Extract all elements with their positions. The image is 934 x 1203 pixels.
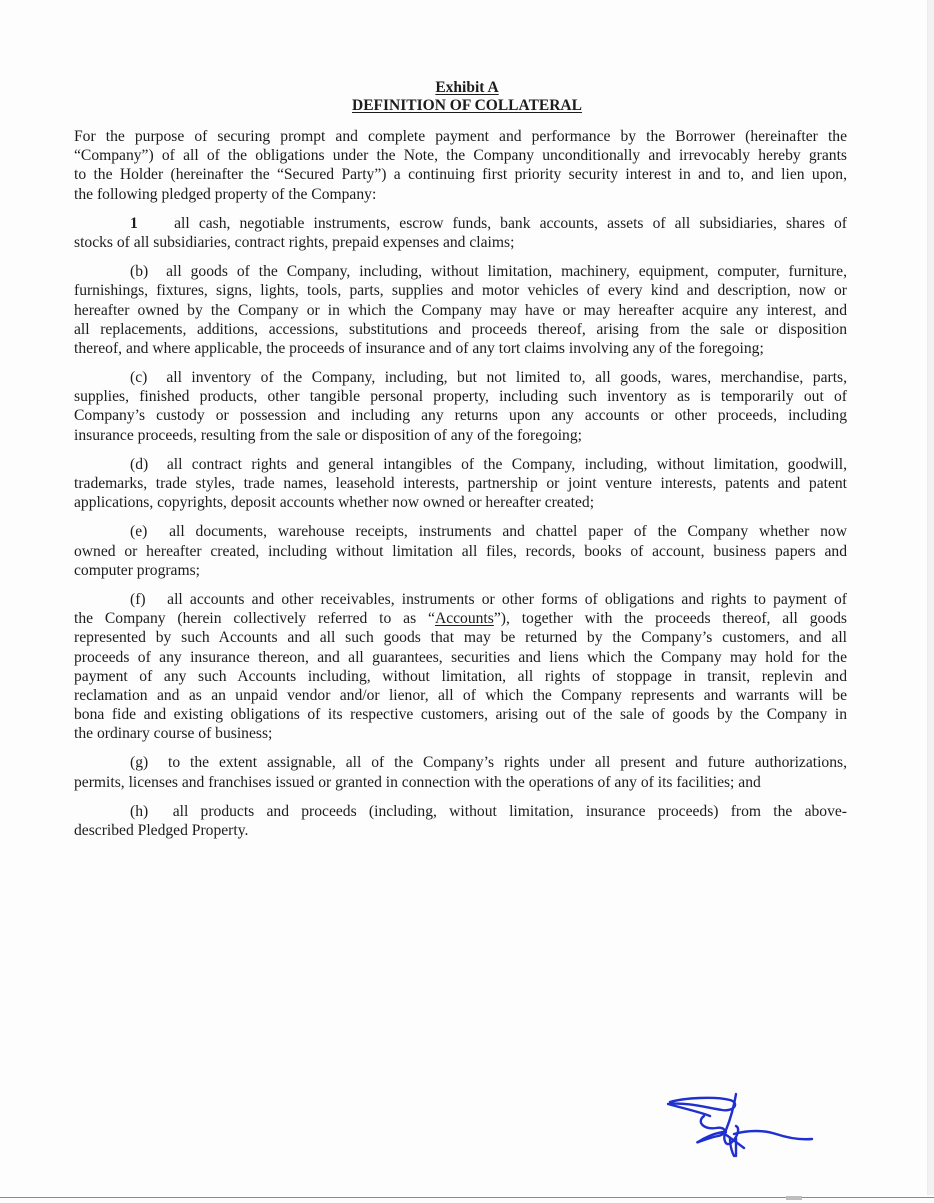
item-text: all documents, warehouse receipts, instruments and chattel paper of the Company whether now xyxy=(169,523,847,541)
item-line: stocks of all subsidiaries, contract rights, prepaid expenses and claims; xyxy=(74,233,515,251)
item-line xyxy=(74,455,847,474)
item-line xyxy=(74,753,847,772)
item-marker: (e) xyxy=(130,523,148,541)
item-text: all accounts and other receivables, instruments or other forms of obligations and rights to payment of xyxy=(167,590,847,608)
item-marker: (b) xyxy=(130,263,149,281)
item-line: described Pledged Property. xyxy=(74,822,249,839)
item-line: owned or hereafter created, including without limitation all files, records, books of account, business papers and xyxy=(74,542,847,560)
signature-stroke xyxy=(697,1116,726,1142)
exhibit-title-block xyxy=(0,79,934,115)
item-line: reclamation and as an unpaid vendor and/or lienor, all of which the Company represents and warrants will be xyxy=(74,686,847,704)
item-line xyxy=(74,802,847,821)
scan-artifact xyxy=(786,1196,802,1200)
collateral-item-b xyxy=(74,262,847,358)
item-line: permits, licenses and franchises issued or granted in connection with the operations of any of its facilities; and xyxy=(74,773,761,791)
page-edge-shadow xyxy=(927,0,934,1195)
intro-line: to the Holder (hereinafter the “Secured Party”) a continuing first priority security interest in and to, and lien upon, xyxy=(74,166,847,184)
item-line xyxy=(74,590,847,609)
item-line: thereof, and where applicable, the proceeds of insurance and of any tort claims involving any of the foregoing; xyxy=(74,339,764,357)
item-line xyxy=(74,368,847,387)
item-text: all cash, negotiable instruments, escrow funds, bank accounts, assets of all subsidiaries, shares of xyxy=(174,214,847,232)
item-line: the ordinary course of business; xyxy=(74,725,273,743)
item-marker: (h) xyxy=(130,802,149,820)
item-line: bona fide and existing obligations of its respective customers, arising out of the sale of goods by the Company in xyxy=(74,706,847,724)
handwritten-signature xyxy=(664,1092,816,1158)
item-text: all contract rights and general intangibles of the Company, including, without limitation, goodwill, xyxy=(166,455,848,473)
item-text: the Company (herein collectively referred to as “ xyxy=(74,610,435,628)
item-marker: (f) xyxy=(130,590,146,608)
item-marker: (c) xyxy=(130,369,148,387)
item-line xyxy=(74,214,847,233)
collateral-item-e xyxy=(74,522,847,580)
item-line: represented by such Accounts and all such goods that may be returned by the Company’s customers, and all xyxy=(74,629,847,647)
item-line: insurance proceeds, resulting from the sale or disposition of any of the foregoing; xyxy=(74,426,582,444)
signature-stroke xyxy=(668,1098,735,1116)
item-line: hereafter owned by the Company or in which the Company may have or may hereafter acquire any interest, and xyxy=(74,301,847,319)
collateral-item-f xyxy=(74,590,847,744)
collateral-item-1 xyxy=(74,214,847,252)
item-line: supplies, finished products, other tangible personal property, including such inventory as is temporarily out of xyxy=(74,388,847,406)
signature-stroke xyxy=(734,1131,812,1139)
intro-line: the following pledged property of the Company: xyxy=(74,185,377,203)
collateral-item-g xyxy=(74,753,847,791)
item-text: all inventory of the Company, including, but not limited to, all goods, wares, merchandise, parts, xyxy=(166,369,847,387)
item-text: to the extent assignable, all of the Company’s rights under all present and future authorizations, xyxy=(167,754,847,772)
exhibit-heading: Exhibit A xyxy=(435,79,499,96)
document-body xyxy=(74,127,847,850)
item-line: computer programs; xyxy=(74,561,201,579)
collateral-item-h xyxy=(74,802,847,840)
item-text: all products and proceeds (including, without limitation, insurance proceeds) from the above- xyxy=(172,802,848,820)
item-line: furnishings, fixtures, signs, lights, tools, parts, supplies and motor vehicles of every kind and description, now or xyxy=(74,282,847,300)
item-line xyxy=(74,609,847,628)
intro-paragraph xyxy=(74,127,847,204)
item-line: payment of any such Accounts including, without limitation, all rights of stoppage in transit, replevin and xyxy=(74,667,847,685)
signature-strokes xyxy=(668,1094,812,1156)
item-line: all replacements, additions, accessions, substitutions and proceeds thereof, arising from the sale or disposition xyxy=(74,320,847,338)
collateral-item-d xyxy=(74,455,847,513)
item-marker: 1 xyxy=(130,214,138,232)
item-text: ”), together with the proceeds thereof, all goods xyxy=(493,610,848,628)
item-line xyxy=(74,522,847,541)
item-line: applications, copyrights, deposit accounts whether now owned or hereafter created; xyxy=(74,494,595,512)
item-marker: (g) xyxy=(130,754,149,772)
item-line: proceeds of any insurance thereon, and all guarantees, securities and liens which the Company may hold for the xyxy=(74,648,847,666)
item-line xyxy=(74,262,847,281)
intro-line: “Company”) of all of the obligations under the Note, the Company unconditionally and irrevocably hereby grants xyxy=(74,147,847,165)
item-text: all goods of the Company, including, without limitation, machinery, equipment, computer, furniture, xyxy=(166,263,847,281)
defined-term-accounts: Accounts xyxy=(434,610,494,628)
collateral-item-c xyxy=(74,368,847,445)
intro-line: For the purpose of securing prompt and complete payment and performance by the Borrower (hereinafter the xyxy=(74,128,847,145)
item-line: trademarks, trade styles, trade names, leasehold interests, partnership or joint venture interests, patents and patent xyxy=(74,475,847,492)
item-marker: (d) xyxy=(130,455,149,473)
item-line: Company’s custody or possession and including any returns upon any accounts or other proceeds, including xyxy=(74,407,847,425)
exhibit-title: DEFINITION OF COLLATERAL xyxy=(352,97,582,114)
